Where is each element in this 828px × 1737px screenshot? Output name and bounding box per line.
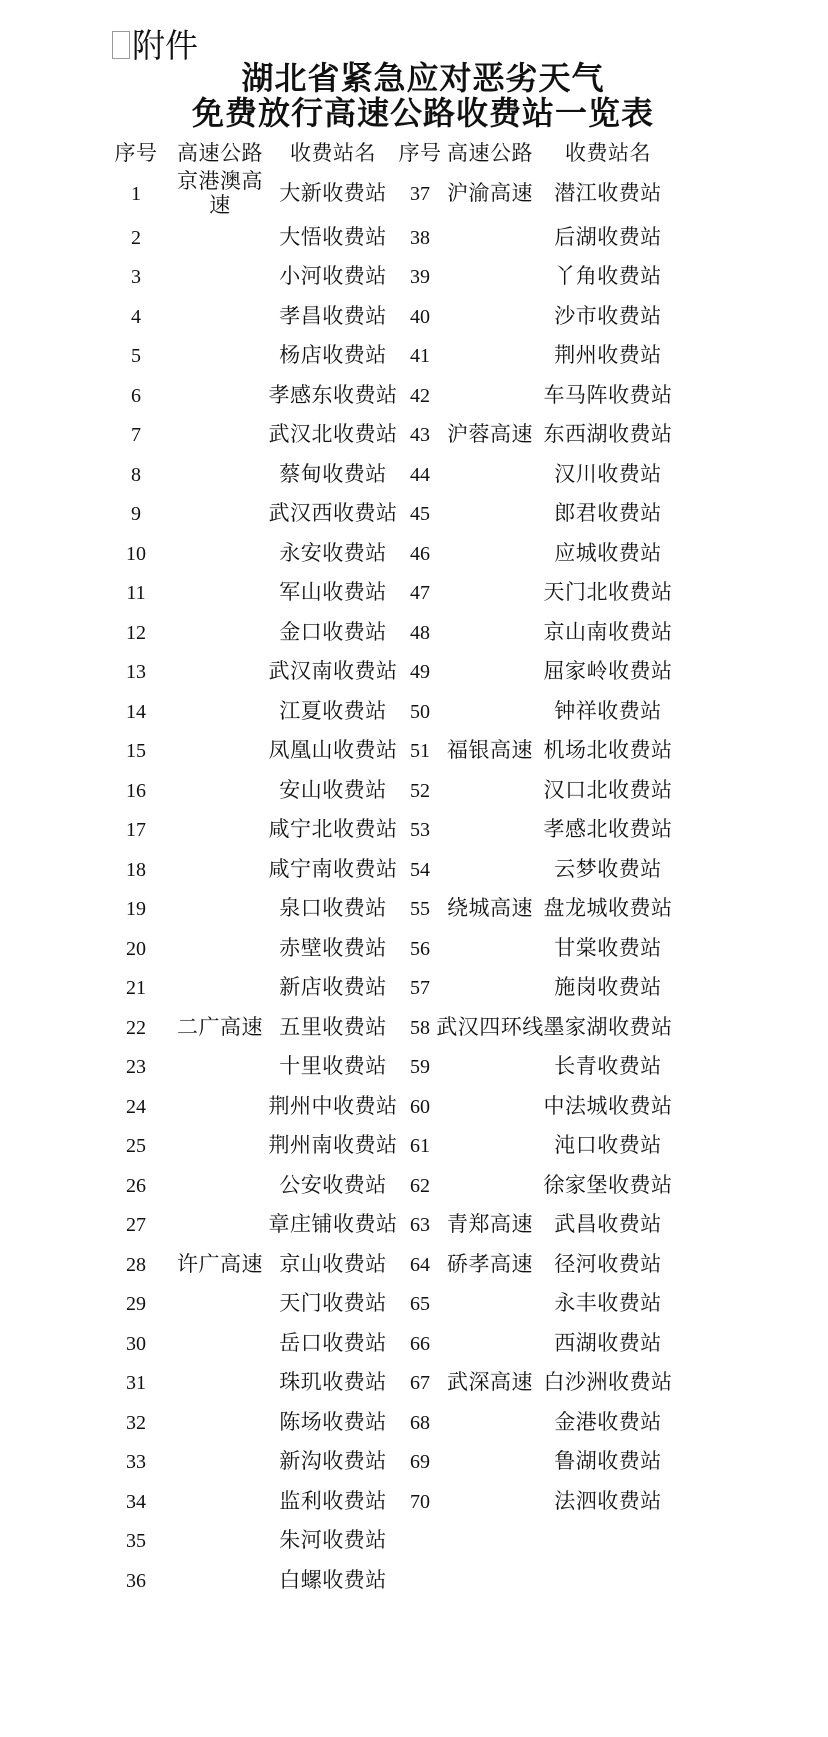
station-cell: 孝感北收费站 bbox=[543, 818, 673, 842]
seq-cell: 13 bbox=[126, 661, 146, 684]
table-row bbox=[100, 416, 678, 456]
seq-cell: 58 bbox=[410, 1016, 430, 1039]
header-station-right: 收费站名 bbox=[565, 142, 651, 165]
seq-cell bbox=[398, 1561, 442, 1601]
table-row bbox=[100, 1443, 678, 1483]
highway-cell bbox=[442, 534, 538, 574]
highway-cell: 硚孝高速 bbox=[447, 1252, 533, 1276]
seq-cell: 59 bbox=[410, 1056, 430, 1079]
station-cell: 军山收费站 bbox=[279, 581, 387, 605]
seq-cell: 9 bbox=[131, 503, 141, 526]
highway-cell bbox=[172, 771, 268, 811]
highway-cell bbox=[442, 1127, 538, 1167]
table-row bbox=[100, 692, 678, 732]
table-row bbox=[100, 297, 678, 337]
highway-cell bbox=[172, 534, 268, 574]
toll-station-table bbox=[100, 141, 678, 1601]
highway-cell bbox=[172, 1048, 268, 1088]
highway-cell bbox=[442, 1443, 538, 1483]
highway-cell bbox=[172, 1403, 268, 1443]
highway-cell bbox=[172, 811, 268, 851]
header-seq-right: 序号 bbox=[398, 142, 442, 165]
station-cell: 屈家岭收费站 bbox=[543, 660, 673, 684]
table-row bbox=[100, 337, 678, 377]
highway-cell: 许广高速 bbox=[177, 1252, 263, 1276]
station-cell: 武汉南收费站 bbox=[268, 660, 398, 684]
highway-cell bbox=[172, 1561, 268, 1601]
table-row bbox=[100, 1324, 678, 1364]
station-cell: 汉口北收费站 bbox=[543, 778, 673, 802]
station-cell: 安山收费站 bbox=[279, 778, 387, 802]
table-row bbox=[100, 1008, 678, 1048]
highway-cell bbox=[172, 850, 268, 890]
station-cell: 金港收费站 bbox=[554, 1410, 662, 1434]
station-cell: 咸宁南收费站 bbox=[268, 857, 398, 881]
highway-cell bbox=[172, 297, 268, 337]
table-row bbox=[100, 1403, 678, 1443]
station-cell: 鲁湖收费站 bbox=[554, 1450, 662, 1474]
station-cell: 永安收费站 bbox=[279, 541, 387, 565]
station-cell: 甘棠收费站 bbox=[554, 936, 662, 960]
station-cell: 蔡甸收费站 bbox=[279, 462, 387, 486]
station-cell: 京山收费站 bbox=[279, 1252, 387, 1276]
table-header-row bbox=[100, 141, 678, 167]
seq-cell: 36 bbox=[126, 1569, 146, 1592]
station-cell: 盘龙城收费站 bbox=[543, 897, 673, 921]
table-row bbox=[100, 1087, 678, 1127]
seq-cell: 38 bbox=[410, 226, 430, 249]
highway-cell bbox=[442, 1482, 538, 1522]
station-cell: 凤凰山收费站 bbox=[268, 739, 398, 763]
highway-cell bbox=[172, 653, 268, 693]
table-row bbox=[100, 1561, 678, 1601]
station-cell: 陈场收费站 bbox=[279, 1410, 387, 1434]
highway-cell bbox=[172, 574, 268, 614]
station-cell: 京山南收费站 bbox=[543, 620, 673, 644]
station-cell: 小河收费站 bbox=[279, 265, 387, 289]
station-cell: 机场北收费站 bbox=[543, 739, 673, 763]
highway-cell bbox=[172, 455, 268, 495]
title-line-1: 湖北省紧急应对恶劣天气 bbox=[241, 60, 605, 96]
highway-cell bbox=[172, 1482, 268, 1522]
seq-cell: 50 bbox=[410, 700, 430, 723]
station-cell: 车马阵收费站 bbox=[543, 383, 673, 407]
station-cell: 十里收费站 bbox=[279, 1055, 387, 1079]
highway-cell bbox=[442, 1285, 538, 1325]
highway-cell bbox=[442, 969, 538, 1009]
highway-cell bbox=[442, 1324, 538, 1364]
header-highway-right: 高速公路 bbox=[447, 142, 533, 165]
seq-cell: 67 bbox=[410, 1372, 430, 1395]
seq-cell: 64 bbox=[410, 1253, 430, 1276]
highway-cell bbox=[172, 258, 268, 298]
highway-cell bbox=[172, 929, 268, 969]
station-cell: 长青收费站 bbox=[554, 1055, 662, 1079]
seq-cell: 1 bbox=[131, 183, 141, 205]
seq-cell: 22 bbox=[126, 1016, 146, 1039]
station-cell: 中法城收费站 bbox=[543, 1094, 673, 1118]
seq-cell: 33 bbox=[126, 1451, 146, 1474]
seq-cell: 35 bbox=[126, 1530, 146, 1553]
table-row bbox=[100, 455, 678, 495]
highway-cell bbox=[442, 1166, 538, 1206]
table-row bbox=[100, 890, 678, 930]
table-row bbox=[100, 811, 678, 851]
seq-cell: 51 bbox=[410, 740, 430, 763]
seq-cell: 16 bbox=[126, 779, 146, 802]
seq-cell: 19 bbox=[126, 898, 146, 921]
highway-cell bbox=[172, 1166, 268, 1206]
seq-cell: 65 bbox=[410, 1293, 430, 1316]
station-cell: 丫角收费站 bbox=[554, 265, 662, 289]
station-cell: 岳口收费站 bbox=[279, 1331, 387, 1355]
highway-cell bbox=[172, 218, 268, 258]
seq-cell: 52 bbox=[410, 779, 430, 802]
station-cell: 永丰收费站 bbox=[554, 1292, 662, 1316]
station-cell: 五里收费站 bbox=[279, 1015, 387, 1039]
station-cell: 公安收费站 bbox=[279, 1173, 387, 1197]
station-cell: 杨店收费站 bbox=[279, 344, 387, 368]
attachment-heading bbox=[112, 27, 198, 65]
station-cell: 钟祥收费站 bbox=[554, 699, 662, 723]
seq-cell: 24 bbox=[126, 1095, 146, 1118]
document-title bbox=[0, 61, 828, 131]
highway-cell bbox=[442, 771, 538, 811]
seq-cell: 30 bbox=[126, 1332, 146, 1355]
station-cell: 新沟收费站 bbox=[279, 1450, 387, 1474]
station-cell: 监利收费站 bbox=[279, 1489, 387, 1513]
seq-cell: 12 bbox=[126, 621, 146, 644]
table-row bbox=[100, 495, 678, 535]
seq-cell: 37 bbox=[410, 183, 430, 205]
highway-cell bbox=[172, 613, 268, 653]
station-cell: 孝昌收费站 bbox=[279, 304, 387, 328]
seq-cell: 5 bbox=[131, 345, 141, 368]
table-row bbox=[100, 929, 678, 969]
attachment-label: 附件 bbox=[132, 27, 198, 64]
station-cell: 泉口收费站 bbox=[279, 897, 387, 921]
station-cell: 汉川收费站 bbox=[554, 462, 662, 486]
table-row bbox=[100, 1166, 678, 1206]
seq-cell: 56 bbox=[410, 937, 430, 960]
table-row bbox=[100, 1364, 678, 1404]
seq-cell: 28 bbox=[126, 1253, 146, 1276]
seq-cell: 62 bbox=[410, 1174, 430, 1197]
highway-cell bbox=[442, 495, 538, 535]
header-station-left: 收费站名 bbox=[290, 142, 376, 165]
seq-cell: 21 bbox=[126, 977, 146, 1000]
seq-cell: 34 bbox=[126, 1490, 146, 1513]
title-line-2: 免费放行高速公路收费站一览表 bbox=[191, 95, 654, 131]
station-cell: 天门收费站 bbox=[279, 1292, 387, 1316]
table-row bbox=[100, 613, 678, 653]
highway-cell bbox=[442, 455, 538, 495]
seq-cell: 66 bbox=[410, 1332, 430, 1355]
station-cell: 孝感东收费站 bbox=[268, 383, 398, 407]
seq-cell: 10 bbox=[126, 542, 146, 565]
seq-cell: 47 bbox=[410, 582, 430, 605]
highway-cell bbox=[172, 890, 268, 930]
station-cell: 荆州中收费站 bbox=[268, 1094, 398, 1118]
highway-cell: 二广高速 bbox=[177, 1015, 263, 1039]
seq-cell: 2 bbox=[131, 226, 141, 249]
highway-cell bbox=[442, 376, 538, 416]
table-row bbox=[100, 969, 678, 1009]
seq-cell: 29 bbox=[126, 1293, 146, 1316]
table-row bbox=[100, 1206, 678, 1246]
station-cell: 武昌收费站 bbox=[554, 1213, 662, 1237]
table-body bbox=[100, 170, 678, 1601]
highway-cell: 沪渝高速 bbox=[447, 182, 533, 205]
highway-cell bbox=[172, 1324, 268, 1364]
station-cell: 西湖收费站 bbox=[554, 1331, 662, 1355]
seq-cell bbox=[398, 1522, 442, 1562]
station-cell: 沙市收费站 bbox=[554, 304, 662, 328]
seq-cell: 3 bbox=[131, 266, 141, 289]
seq-cell: 39 bbox=[410, 266, 430, 289]
highway-cell bbox=[172, 1206, 268, 1246]
station-cell: 应城收费站 bbox=[554, 541, 662, 565]
highway-cell bbox=[442, 653, 538, 693]
seq-cell: 70 bbox=[410, 1490, 430, 1513]
seq-cell: 42 bbox=[410, 384, 430, 407]
highway-cell bbox=[172, 1443, 268, 1483]
seq-cell: 6 bbox=[131, 384, 141, 407]
highway-cell: 绕城高速 bbox=[447, 897, 533, 921]
highway-cell: 武汉四环线 bbox=[436, 1015, 544, 1039]
seq-cell: 25 bbox=[126, 1135, 146, 1158]
seq-cell: 41 bbox=[410, 345, 430, 368]
highway-cell bbox=[442, 574, 538, 614]
seq-cell: 55 bbox=[410, 898, 430, 921]
seq-cell: 11 bbox=[126, 582, 146, 605]
highway-cell: 福银高速 bbox=[447, 739, 533, 763]
seq-cell: 14 bbox=[126, 700, 146, 723]
highway-cell bbox=[442, 218, 538, 258]
table-row bbox=[100, 574, 678, 614]
table-row bbox=[100, 850, 678, 890]
station-cell: 新店收费站 bbox=[279, 976, 387, 1000]
table-row bbox=[100, 771, 678, 811]
station-cell: 云梦收费站 bbox=[554, 857, 662, 881]
seq-cell: 46 bbox=[410, 542, 430, 565]
seq-cell: 20 bbox=[126, 937, 146, 960]
station-cell: 白沙洲收费站 bbox=[543, 1371, 673, 1395]
highway-cell bbox=[442, 258, 538, 298]
station-cell: 施岗收费站 bbox=[554, 976, 662, 1000]
seq-cell: 69 bbox=[410, 1451, 430, 1474]
seq-cell: 4 bbox=[131, 305, 141, 328]
table-row bbox=[100, 170, 678, 218]
station-cell: 大新收费站 bbox=[279, 182, 387, 205]
seq-cell: 17 bbox=[126, 819, 146, 842]
station-cell: 东西湖收费站 bbox=[543, 423, 673, 447]
station-cell: 墨家湖收费站 bbox=[543, 1015, 673, 1039]
seq-cell: 23 bbox=[126, 1056, 146, 1079]
seq-cell: 48 bbox=[410, 621, 430, 644]
seq-cell: 57 bbox=[410, 977, 430, 1000]
missing-glyph-box-icon bbox=[112, 31, 130, 59]
highway-cell bbox=[442, 692, 538, 732]
station-cell: 径河收费站 bbox=[554, 1252, 662, 1276]
seq-cell: 27 bbox=[126, 1214, 146, 1237]
highway-cell: 京港澳高速 bbox=[177, 170, 263, 217]
highway-cell: 武深高速 bbox=[447, 1371, 533, 1395]
seq-cell: 53 bbox=[410, 819, 430, 842]
highway-cell bbox=[172, 416, 268, 456]
station-cell: 荆州收费站 bbox=[554, 344, 662, 368]
table-row bbox=[100, 376, 678, 416]
highway-cell bbox=[172, 969, 268, 1009]
station-cell: 珠玑收费站 bbox=[279, 1371, 387, 1395]
highway-cell bbox=[172, 1087, 268, 1127]
seq-cell: 63 bbox=[410, 1214, 430, 1237]
station-cell: 咸宁北收费站 bbox=[268, 818, 398, 842]
station-cell: 徐家堡收费站 bbox=[543, 1173, 673, 1197]
station-cell: 金口收费站 bbox=[279, 620, 387, 644]
seq-cell: 15 bbox=[126, 740, 146, 763]
seq-cell: 60 bbox=[410, 1095, 430, 1118]
station-cell: 章庄铺收费站 bbox=[268, 1213, 398, 1237]
table-row bbox=[100, 653, 678, 693]
seq-cell: 43 bbox=[410, 424, 430, 447]
highway-cell bbox=[172, 1285, 268, 1325]
highway-cell bbox=[172, 1127, 268, 1167]
station-cell: 武汉西收费站 bbox=[268, 502, 398, 526]
highway-cell bbox=[442, 850, 538, 890]
station-cell: 白螺收费站 bbox=[279, 1568, 387, 1592]
table-row bbox=[100, 218, 678, 258]
seq-cell: 49 bbox=[410, 661, 430, 684]
highway-cell bbox=[172, 1364, 268, 1404]
highway-cell bbox=[442, 1403, 538, 1443]
table-row bbox=[100, 1245, 678, 1285]
highway-cell bbox=[442, 811, 538, 851]
seq-cell: 61 bbox=[410, 1135, 430, 1158]
seq-cell: 7 bbox=[131, 424, 141, 447]
highway-cell bbox=[442, 297, 538, 337]
station-cell: 后湖收费站 bbox=[554, 225, 662, 249]
station-cell bbox=[538, 1522, 678, 1562]
highway-cell bbox=[442, 337, 538, 377]
highway-cell bbox=[172, 376, 268, 416]
seq-cell: 32 bbox=[126, 1411, 146, 1434]
header-seq-left: 序号 bbox=[114, 142, 158, 165]
header-highway-left: 高速公路 bbox=[177, 142, 263, 165]
table-row bbox=[100, 1522, 678, 1562]
highway-cell bbox=[172, 732, 268, 772]
highway-cell bbox=[442, 613, 538, 653]
station-cell: 江夏收费站 bbox=[279, 699, 387, 723]
seq-cell: 18 bbox=[126, 858, 146, 881]
station-cell: 法泗收费站 bbox=[554, 1489, 662, 1513]
table-row bbox=[100, 258, 678, 298]
highway-cell bbox=[172, 692, 268, 732]
station-cell: 朱河收费站 bbox=[279, 1529, 387, 1553]
highway-cell bbox=[172, 1522, 268, 1562]
highway-cell bbox=[172, 495, 268, 535]
station-cell: 沌口收费站 bbox=[554, 1134, 662, 1158]
highway-cell bbox=[442, 1561, 538, 1601]
table-row bbox=[100, 1285, 678, 1325]
table-row bbox=[100, 732, 678, 772]
table-row bbox=[100, 1127, 678, 1167]
seq-cell: 54 bbox=[410, 858, 430, 881]
highway-cell bbox=[172, 337, 268, 377]
seq-cell: 40 bbox=[410, 305, 430, 328]
highway-cell bbox=[442, 1522, 538, 1562]
station-cell: 天门北收费站 bbox=[543, 581, 673, 605]
station-cell: 郎君收费站 bbox=[554, 502, 662, 526]
seq-cell: 26 bbox=[126, 1174, 146, 1197]
table-row bbox=[100, 1048, 678, 1088]
seq-cell: 45 bbox=[410, 503, 430, 526]
table-row bbox=[100, 1482, 678, 1522]
highway-cell: 沪蓉高速 bbox=[447, 423, 533, 447]
seq-cell: 31 bbox=[126, 1372, 146, 1395]
seq-cell: 68 bbox=[410, 1411, 430, 1434]
station-cell bbox=[538, 1561, 678, 1601]
station-cell: 赤壁收费站 bbox=[279, 936, 387, 960]
highway-cell bbox=[442, 1048, 538, 1088]
highway-cell: 青郑高速 bbox=[447, 1213, 533, 1237]
table-row bbox=[100, 534, 678, 574]
highway-cell bbox=[442, 1087, 538, 1127]
highway-cell bbox=[442, 929, 538, 969]
station-cell: 武汉北收费站 bbox=[268, 423, 398, 447]
seq-cell: 8 bbox=[131, 463, 141, 486]
station-cell: 荆州南收费站 bbox=[268, 1134, 398, 1158]
station-cell: 潜江收费站 bbox=[554, 182, 662, 205]
station-cell: 大悟收费站 bbox=[279, 225, 387, 249]
seq-cell: 44 bbox=[410, 463, 430, 486]
